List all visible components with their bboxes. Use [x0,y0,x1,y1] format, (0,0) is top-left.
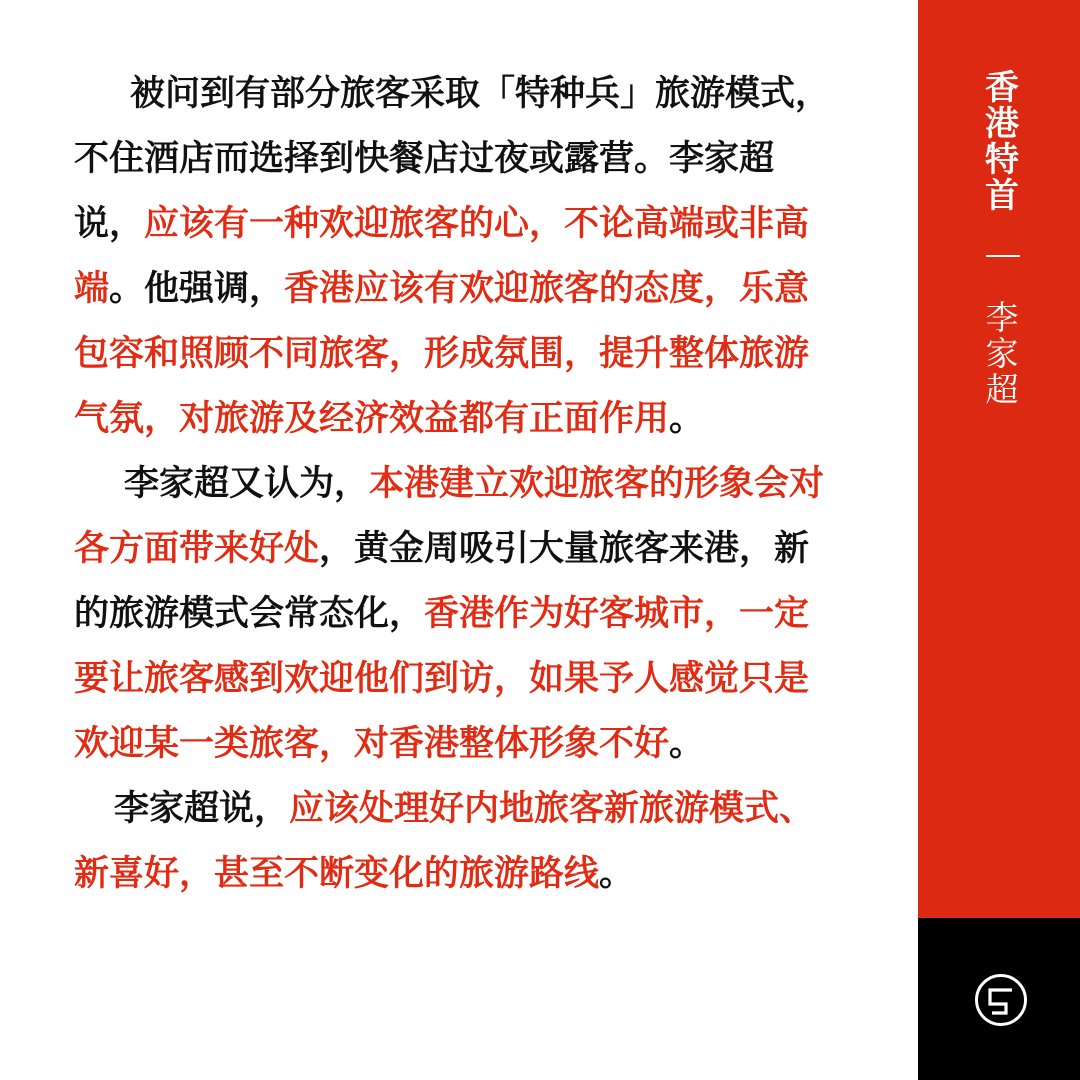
paragraph-3 [74,777,834,907]
highlight-segment: 香港作为好客城市，一定要让旅客感到欢迎他们到访，如果予人感觉只是欢迎某一类旅客，对香港整体形象不好 [74,594,810,764]
highlight-segment: 香港应该有欢迎旅客的态度，乐意包容和照顾不同旅客，形成氛围，提升整体旅游气氛，对旅游及经济效益都有正面作用 [74,269,810,439]
text-segment: ，黄金周吸引大量旅客来港，新的旅游模式会常态化， [74,529,810,634]
text-segment: 李家超说， [114,789,290,829]
text-segment: 被问到有部分旅客采取「特种兵」旅游模式，不住酒店而选择到快餐店过夜或露营。李家超说， [74,74,831,244]
article-body [74,62,834,907]
sidebar-title: 香港特首 [985,68,1019,216]
paragraph-1 [74,62,834,452]
text-segment: 。 [669,724,705,764]
text-segment: 。 [599,854,635,894]
paragraph-2 [74,452,834,777]
sidebar-panel [918,0,1080,918]
sidebar-name: 李家超 [985,298,1019,409]
sidebar-divider [986,255,1020,257]
highlight-segment: 本港建立欢迎旅客的形象会对各方面带来好处 [74,464,825,569]
circle-logo-icon [973,972,1029,1028]
text-segment: 李家超又认为， [124,464,370,504]
text-segment: 。 [669,399,705,439]
highlight-segment: 应该处理好内地旅客新旅游模式、新喜好，甚至不断变化的旅游路线 [74,789,815,894]
highlight-segment: 应该有一种欢迎旅客的心，不论高端或非高端 [74,204,810,309]
text-segment: 。他强调， [109,269,285,309]
